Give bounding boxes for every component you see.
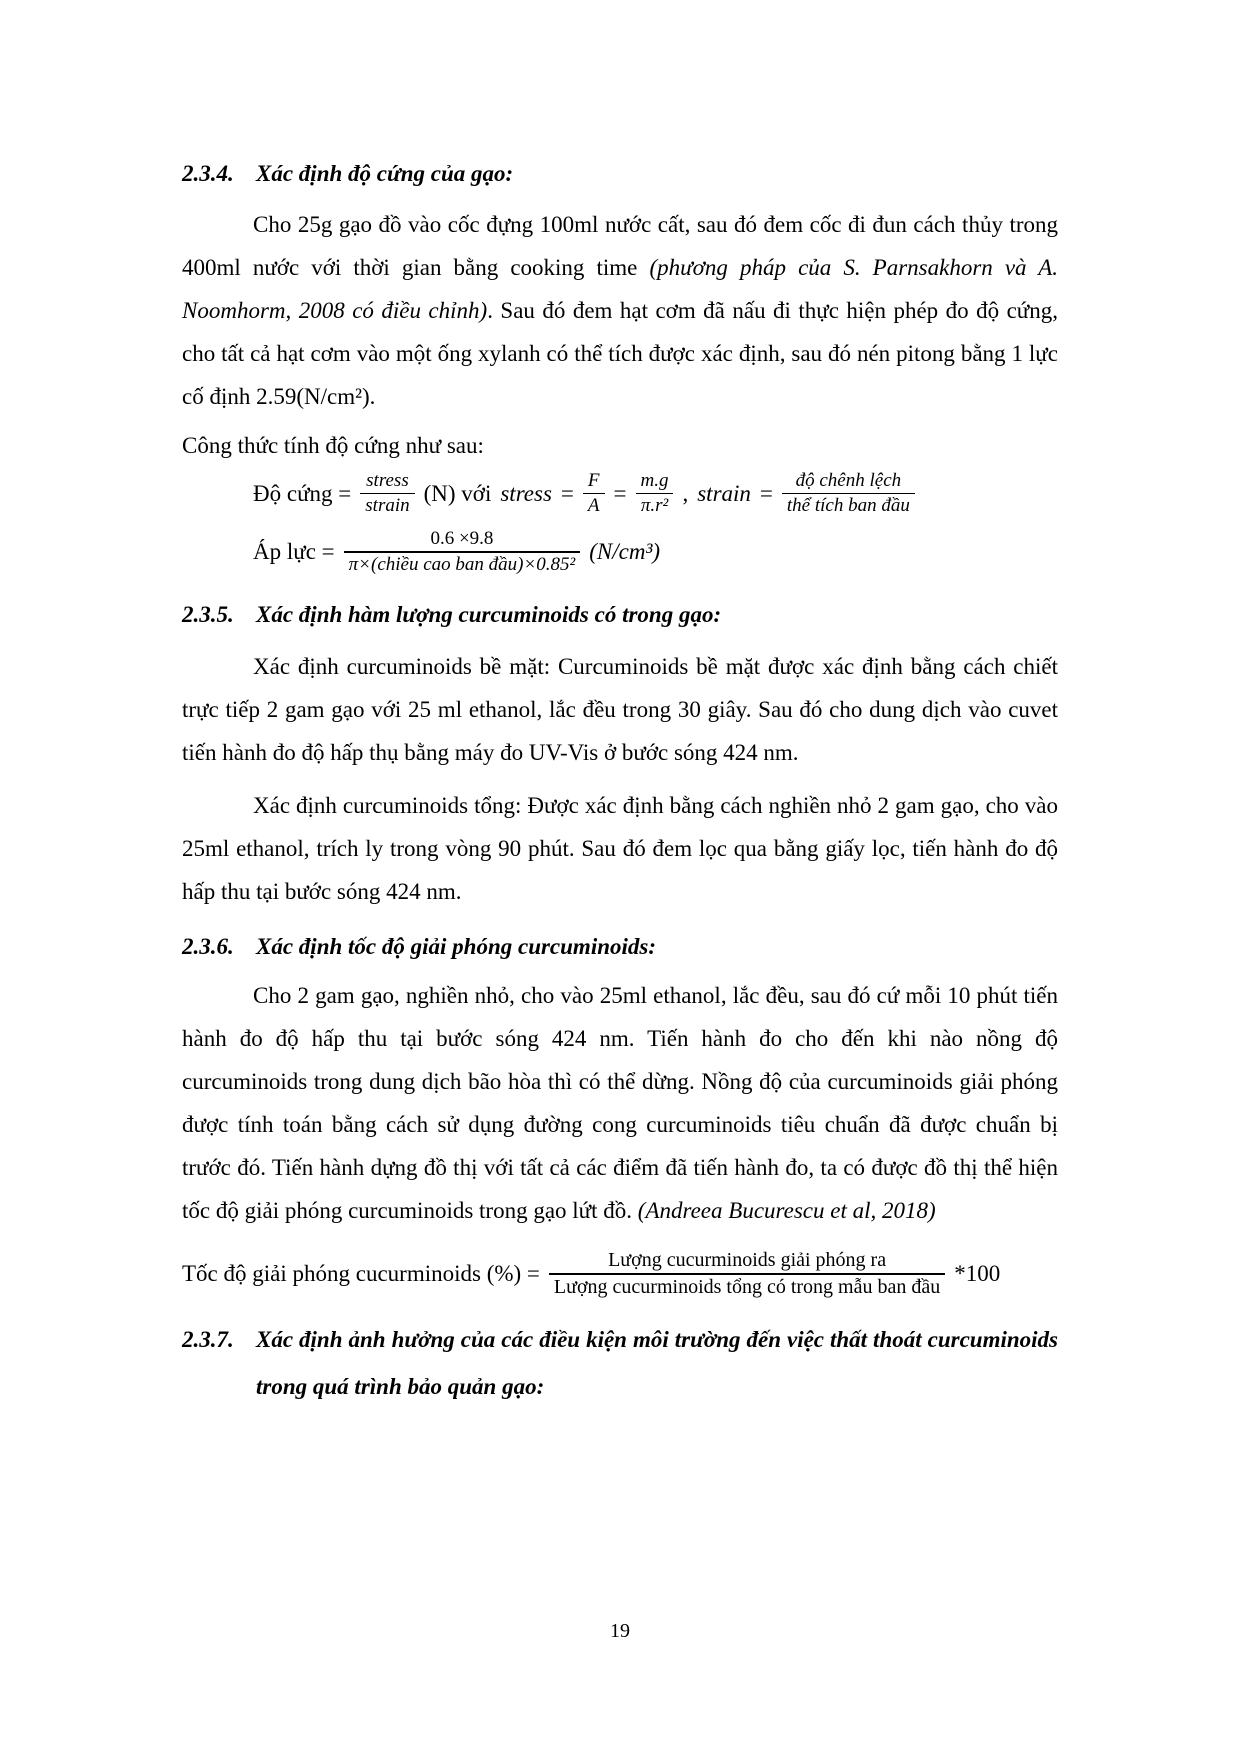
fraction-chenh-lech: $\frac{\text{độ chênh lệch}}{\text{thể tích ban đầu}}$ bbox=[782, 469, 915, 518]
formula-var-stress: stress bbox=[500, 480, 552, 506]
paragraph-text: Cho 2 gam gạo, nghiền nhỏ, cho vào 25ml ethanol, lắc đều, sau đó cứ mỗi 10 phút tiến hành đo độ hấp thu tại bước sóng 424 nm. Tiến hành đo cho đến khi nào nồng độ curcuminoids trong dung dịch bão hòa thì có thể dừng. Nồng độ của curcuminoids giải phóng được tính toán bằng cách sử dụng đường cong curcuminoids tiêu chuẩn đã được chuẩn bị trước đó. Tiến hành dựng đồ thị với tất cả các điểm đã tiến hành đo, ta có được đồ thị thể hiện tốc độ giải phóng curcuminoids trong gạo lứt đồ. bbox=[182, 983, 1058, 1223]
fraction-release: $\frac{\text{Lượng cucurminoids giải phóng ra}}{\text{Lượng cucurminoids tổng có trong mẫu ban đầu}}$ bbox=[549, 1248, 945, 1300]
body-paragraph bbox=[182, 203, 1058, 418]
formula-hardness bbox=[253, 469, 1058, 518]
body-paragraph: Xác định curcuminoids tổng: Được xác định bằng cách nghiền nhỏ 2 gam gạo, cho vào 25ml ethanol, trích ly trong vòng 90 phút. Sau đó đem lọc qua bằng giấy lọc, tiến hành đo độ hấp thu tại bước sóng 424 nm. bbox=[182, 793, 1058, 904]
formula-lhs: Độ cứng = bbox=[253, 480, 352, 506]
equals-sign: = bbox=[759, 480, 773, 506]
section-heading-2-3-5 bbox=[182, 593, 1058, 636]
formula-release-rate bbox=[182, 1248, 1058, 1300]
fraction-pressure: $\frac{0.6 \times 9.8}{\text{π×(chiều cao ban đầu)×0.85²}}$ bbox=[344, 527, 581, 577]
section-title: Xác định độ cứng của gạo: bbox=[256, 161, 514, 186]
fraction-stress-strain: $\frac{\text{stress}}{\text{strain}}$ bbox=[360, 469, 414, 518]
fraction-F-A: $\frac{F}{A}$ bbox=[583, 469, 605, 518]
section-heading-2-3-7 bbox=[182, 1316, 1058, 1410]
body-paragraph: Xác định curcuminoids bề mặt: Curcuminoids bề mặt được xác định bằng cách chiết trực tiếp 2 gam gạo với 25 ml ethanol, lắc đều trong 30 giây. Sau đó cho dung dịch vào cuvet tiến hành đo độ hấp thụ bằng máy đo UV-Vis ở bước sóng 424 nm. bbox=[182, 654, 1058, 765]
formula-lhs: Áp lực = bbox=[253, 539, 335, 564]
citation-italic: (Andreea Bucurescu et al, 2018) bbox=[637, 1198, 936, 1223]
citation-italic: (phương pháp của S. Parnsakhorn và A. Noomhorm, 2008 có điều chỉnh) bbox=[182, 255, 1059, 323]
formula-intro: Công thức tính độ cứng như sau: bbox=[182, 433, 484, 458]
paragraph-text: Cho 25g gạo đồ vào cốc đựng 100ml nước cất, sau đó đem cốc đi đun cách thủy trong 400ml nước với thời gian bằng cooking time bbox=[182, 212, 1058, 280]
formula-pressure bbox=[253, 527, 1058, 577]
formula-lhs: Tốc độ giải phóng cucurminoids (%) = bbox=[182, 1261, 540, 1286]
section-title: Xác định ảnh hưởng của các điều kiện môi trường đến việc thất thoát curcuminoids trong quá trình bảo quản gạo: bbox=[256, 1327, 1058, 1399]
section-heading-2-3-6 bbox=[182, 925, 1058, 968]
equals-sign: = bbox=[613, 480, 627, 506]
comma: , bbox=[682, 480, 689, 506]
section-heading-2-3-4 bbox=[182, 152, 1058, 195]
equals-sign: = bbox=[560, 480, 574, 506]
section-number: 2.3.5. bbox=[182, 602, 234, 627]
body-paragraph bbox=[182, 974, 1058, 1232]
section-title: Xác định hàm lượng curcuminoids có trong gạo: bbox=[256, 602, 722, 627]
section-number: 2.3.6. bbox=[182, 934, 234, 959]
paragraph-text: . Sau đó đem hạt cơm đã nấu đi thực hiện phép đo độ cứng, cho tất cả hạt cơm vào một ống xylanh có thể tích được xác định, sau đó nén pitong bằng 1 lực cố định 2.59(N/cm²). bbox=[182, 298, 1059, 409]
section-number: 2.3.4. bbox=[182, 161, 234, 186]
formula-text: (N) với bbox=[423, 480, 492, 506]
section-number: 2.3.7. bbox=[182, 1327, 234, 1352]
formula-unit: (N/cm³) bbox=[589, 539, 661, 564]
fraction-mg-pir2: $\frac{m.g}{\text{π.r²}}$ bbox=[636, 469, 674, 518]
formula-multiplier: *100 bbox=[954, 1261, 1001, 1286]
formula-var-strain: strain bbox=[697, 480, 751, 506]
section-title: Xác định tốc độ giải phóng curcuminoids: bbox=[256, 934, 657, 959]
page-number: 19 bbox=[610, 1620, 630, 1642]
